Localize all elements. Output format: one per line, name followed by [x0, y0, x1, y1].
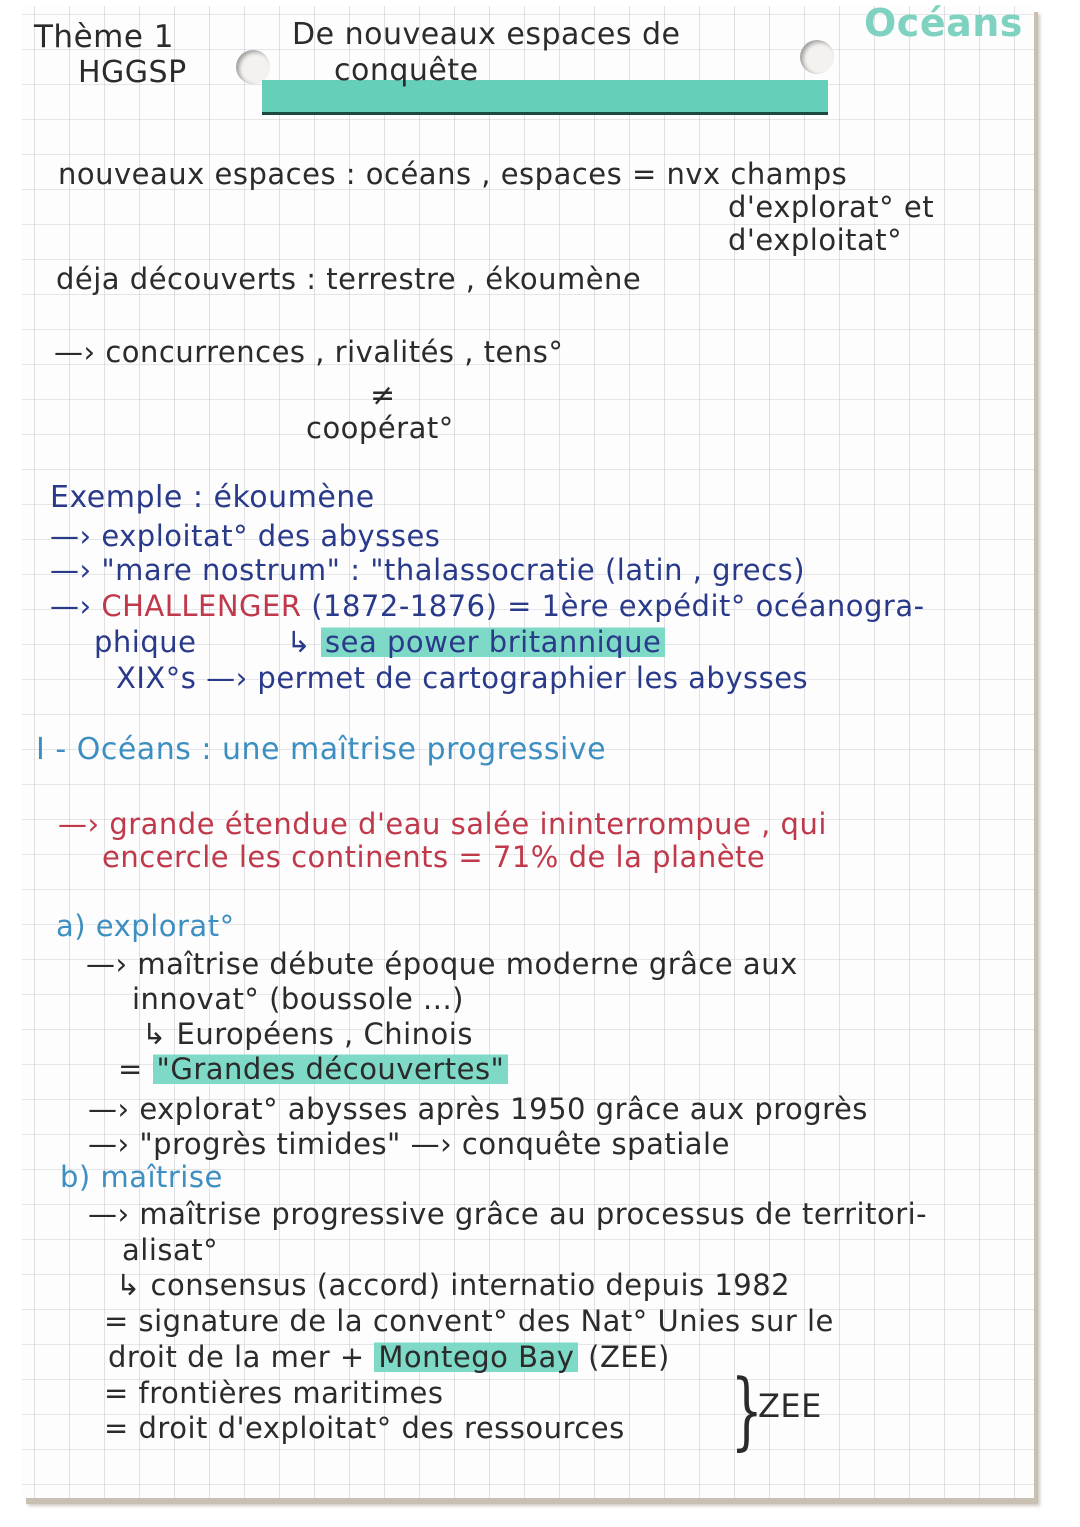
sub-a-line-europeans: ↳ Européens , Chinois — [142, 1017, 473, 1051]
grandes-decouvertes-highlight: "Grandes découvertes" — [153, 1052, 509, 1086]
sub-a-line-innovations: innovat° (boussole ...) — [132, 982, 464, 1016]
right-brace-icon: } — [730, 1361, 763, 1459]
ocean-definition-line1: —› grande étendue d'eau salée ininterrompue , qui — [58, 807, 827, 841]
sea-power-highlight: sea power britannique — [321, 625, 665, 659]
subsection-b-title: b) maîtrise — [60, 1160, 223, 1194]
sub-b-line-territorialisation: —› maîtrise progressive grâce au processus de territori- — [88, 1197, 928, 1231]
intro-line-exploration: d'explorat° et — [728, 190, 935, 224]
zee-parenthetical: (ZEE) — [578, 1340, 670, 1374]
theme-label: Thème 1 — [34, 19, 175, 55]
example-item-cartography: XIX°s —› permet de cartographier les abysses — [116, 661, 809, 695]
challenger-description: (1872-1876) = 1ère expédit° océanogra- — [301, 589, 925, 623]
subject-label: HGGSP — [78, 55, 187, 90]
punch-hole-right — [800, 40, 834, 74]
example-item-challenger-cont — [94, 625, 665, 659]
sub-b-line-law-of-sea — [108, 1340, 670, 1374]
punch-hole-left — [236, 50, 270, 84]
sub-a-line-discoveries — [118, 1052, 508, 1086]
example-heading: Exemple : ékoumène — [50, 480, 375, 515]
sub-a-line-abysses-1950: —› explorat° abysses après 1950 grâce aux progrès — [88, 1092, 868, 1126]
example-item-abysses: —› exploitat° des abysses — [50, 519, 441, 553]
ocean-definition-line2: encercle les continents = 71% de la planète — [102, 840, 766, 874]
example-item-challenger — [50, 589, 925, 623]
intro-line-exploitation: d'exploitat° — [728, 223, 903, 257]
section-1-title: I - Océans : une maîtrise progressive — [36, 732, 607, 767]
arrow: —› — [50, 589, 102, 623]
not-equal-symbol: ≠ — [370, 378, 396, 413]
intro-line-rivalries: —› concurrences , rivalités , tens° — [54, 335, 564, 369]
sub-b-line-territorialisation-cont: alisat° — [122, 1233, 219, 1267]
challenger-label: CHALLENGER — [101, 589, 302, 623]
sub-b-line-resource-rights: = droit d'exploitat° des ressources — [104, 1411, 625, 1445]
zee-brace-label: ZEE — [758, 1387, 822, 1425]
sub-b-line-consensus: ↳ consensus (accord) internatio depuis 1982 — [116, 1268, 791, 1302]
sub-b-line-maritime-borders: = frontières maritimes — [104, 1376, 444, 1410]
sub-b-line-convention: = signature de la convent° des Nat° Unies sur le — [104, 1304, 834, 1338]
sub-a-line-modern-era: —› maîtrise débute époque moderne grâce aux — [86, 947, 798, 981]
sub-a-line-timid-progress: —› "progrès timides" —› conquête spatiale — [88, 1127, 730, 1161]
page-title-line2: conquête — [334, 53, 479, 88]
challenger-description-cont: phique — [94, 625, 197, 659]
sub-arrow: ↳ — [286, 625, 322, 659]
montego-bay-highlight: Montego Bay — [374, 1340, 578, 1374]
intro-line-new-spaces: nouveaux espaces : océans , espaces = nvx champs — [58, 157, 848, 191]
example-item-mare-nostrum: —› "mare nostrum" : "thalassocratie (latin , grecs) — [50, 553, 806, 587]
corner-topic-label: Océans — [864, 1, 1023, 45]
equals-prefix: = — [118, 1052, 153, 1086]
subsection-a-title: a) explorat° — [56, 909, 235, 943]
law-of-sea-text: droit de la mer + — [108, 1340, 375, 1374]
page-title-line1: De nouveaux espaces de — [292, 17, 681, 52]
intro-line-cooperation: coopérat° — [306, 411, 454, 445]
intro-line-discovered: déja découverts : terrestre , ékoumène — [56, 262, 642, 296]
